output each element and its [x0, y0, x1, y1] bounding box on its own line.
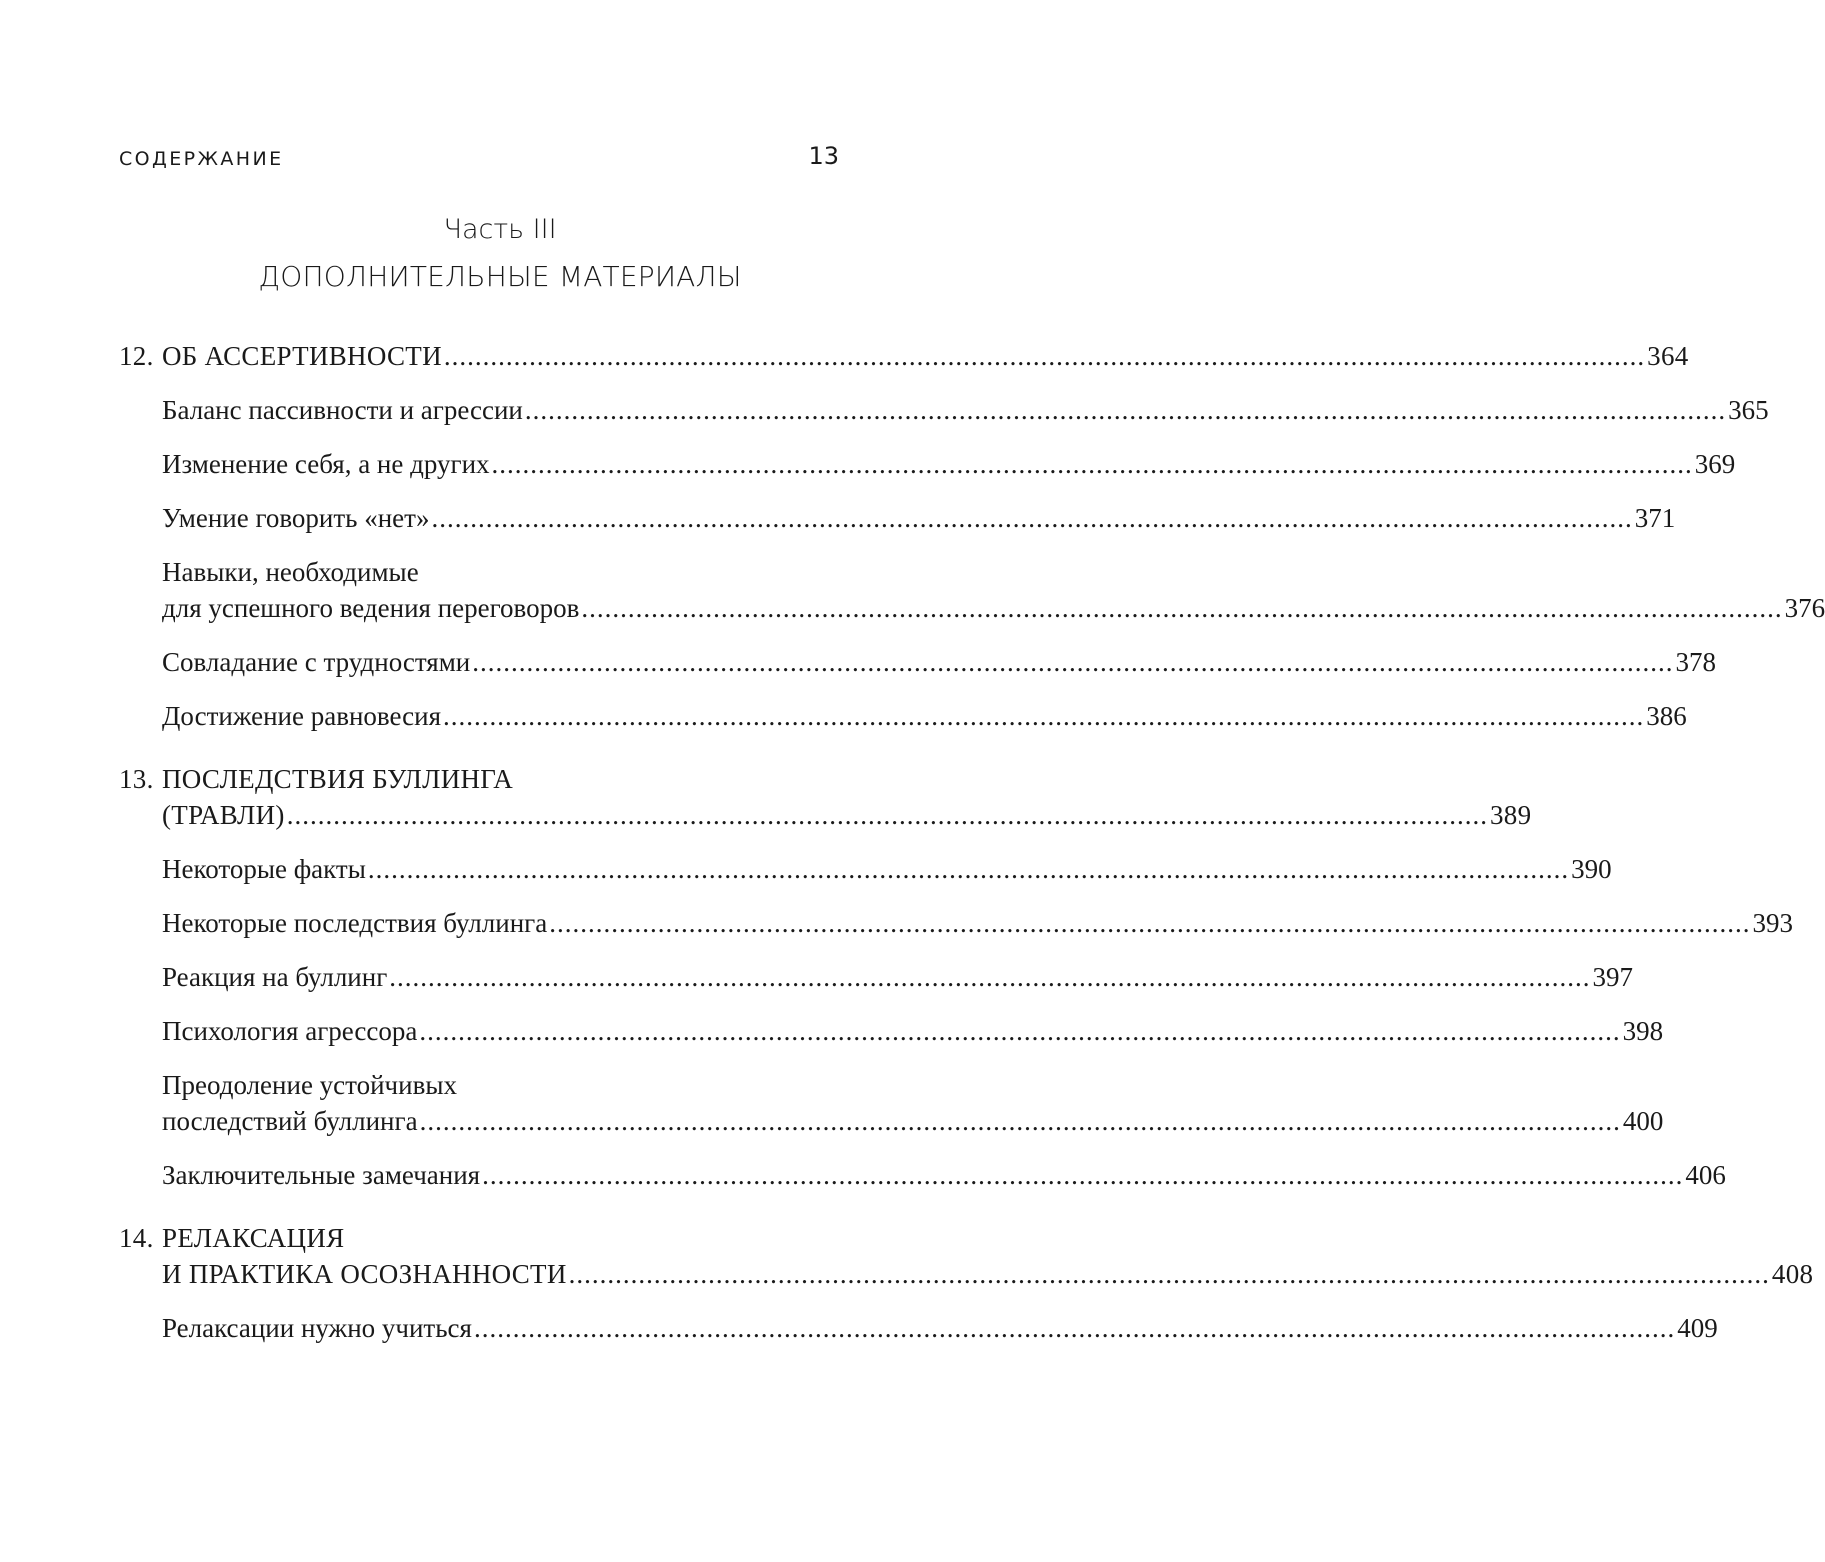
dot-leader: ........................................................................................................................................................... — [443, 341, 1646, 371]
toc-section[interactable] — [119, 1157, 1726, 1193]
dot-leader: ........................................................................................................................................................... — [581, 593, 1783, 623]
section-page: 378 — [1675, 647, 1717, 677]
table-of-contents — [119, 338, 1825, 1346]
chapter-title: ОБ АССЕРТИВНОСТИ — [162, 341, 442, 371]
toc-section[interactable] — [119, 446, 1736, 482]
chapter-number: 13. — [119, 764, 154, 794]
section-title: Изменение себя, а не других — [162, 449, 490, 479]
section-page: 406 — [1685, 1160, 1726, 1190]
dot-leader: ........................................................................................................................................................... — [389, 962, 1591, 992]
dot-leader: ........................................................................................................................................................... — [367, 854, 1570, 884]
toc-section[interactable] — [119, 1013, 1664, 1049]
dot-leader: ........................................................................................................................................................... — [419, 1106, 1621, 1136]
dot-leader: ........................................................................................................................................................... — [472, 647, 1674, 677]
dot-leader: ........................................................................................................................................................... — [286, 800, 1488, 830]
dot-leader: ........................................................................................................................................................... — [473, 1313, 1676, 1343]
section-title: Реакция на буллинг — [162, 962, 388, 992]
toc-section[interactable] — [119, 1310, 1718, 1346]
chapter-number: 14. — [119, 1223, 154, 1253]
dot-leader: ........................................................................................................................................................... — [568, 1259, 1770, 1289]
section-title-line2: для успешного ведения переговоров — [162, 593, 580, 623]
dot-leader: ........................................................................................................................................................... — [549, 908, 1751, 938]
dot-leader: ........................................................................................................................................................... — [491, 449, 1693, 479]
chapter-page: 389 — [1489, 800, 1532, 830]
section-page: 365 — [1728, 395, 1769, 425]
section-page: 386 — [1646, 701, 1687, 731]
section-title-line1: Навыки, необходимые — [162, 557, 419, 587]
chapter-title-line2: (ТРАВЛИ) — [162, 800, 285, 830]
toc-section[interactable] — [119, 851, 1612, 887]
section-page: 393 — [1752, 908, 1793, 938]
toc-chapter-14[interactable] — [119, 1220, 1814, 1292]
section-title: Психология агрессора — [162, 1016, 418, 1046]
section-title: Баланс пассивности и агрессии — [162, 395, 523, 425]
section-page: 398 — [1622, 1016, 1664, 1046]
toc-section[interactable] — [119, 959, 1634, 995]
toc-section[interactable] — [119, 644, 1717, 680]
section-title-line2: последствий буллинга — [162, 1106, 418, 1136]
section-page: 371 — [1634, 503, 1676, 533]
toc-section[interactable] — [119, 1067, 1664, 1139]
dot-leader: ........................................................................................................................................................... — [431, 503, 1633, 533]
chapter-title-line1: ПОСЛЕДСТВИЯ БУЛЛИНГА — [162, 764, 514, 794]
section-page: 397 — [1592, 962, 1634, 992]
page-number: 13 — [808, 142, 839, 170]
section-page: 369 — [1694, 449, 1736, 479]
dot-leader: ........................................................................................................................................................... — [524, 395, 1727, 425]
toc-section[interactable] — [119, 698, 1687, 734]
section-title: Некоторые последствия буллинга — [162, 908, 548, 938]
running-title: СОДЕРЖАНИЕ — [119, 148, 284, 170]
toc-chapter-12[interactable] — [119, 338, 1689, 374]
running-head — [119, 141, 839, 175]
toc-chapter-13[interactable] — [119, 761, 1532, 833]
section-title: Релаксации нужно учиться — [162, 1313, 472, 1343]
toc-section[interactable] — [119, 500, 1676, 536]
chapter-title-line1: РЕЛАКСАЦИЯ — [162, 1223, 345, 1253]
chapter-page: 408 — [1771, 1259, 1814, 1289]
section-title: Умение говорить «нет» — [162, 503, 430, 533]
section-title: Совладание с трудностями — [162, 647, 471, 677]
section-title-line1: Преодоление устойчивых — [162, 1070, 457, 1100]
dot-leader: ........................................................................................................................................................... — [419, 1016, 1621, 1046]
toc-section[interactable] — [119, 905, 1793, 941]
toc-section[interactable] — [119, 554, 1825, 626]
section-title: Заключительные замечания — [162, 1160, 481, 1190]
chapter-number: 12. — [119, 341, 154, 371]
part-label: Часть III — [443, 214, 557, 245]
part-title: ДОПОЛНИТЕЛЬНЫЕ МАТЕРИАЛЫ — [258, 260, 742, 293]
section-title: Достижение равновесия — [162, 701, 442, 731]
section-title: Некоторые факты — [162, 854, 366, 884]
chapter-title-line2: И ПРАКТИКА ОСОЗНАННОСТИ — [162, 1259, 567, 1289]
chapter-page: 364 — [1647, 341, 1689, 371]
section-page: 409 — [1677, 1313, 1718, 1343]
section-page: 390 — [1571, 854, 1612, 884]
dot-leader: ........................................................................................................................................................... — [482, 1160, 1684, 1190]
dot-leader: ........................................................................................................................................................... — [443, 701, 1645, 731]
section-page: 400 — [1622, 1106, 1664, 1136]
toc-section[interactable] — [119, 392, 1769, 428]
section-page: 376 — [1784, 593, 1825, 623]
